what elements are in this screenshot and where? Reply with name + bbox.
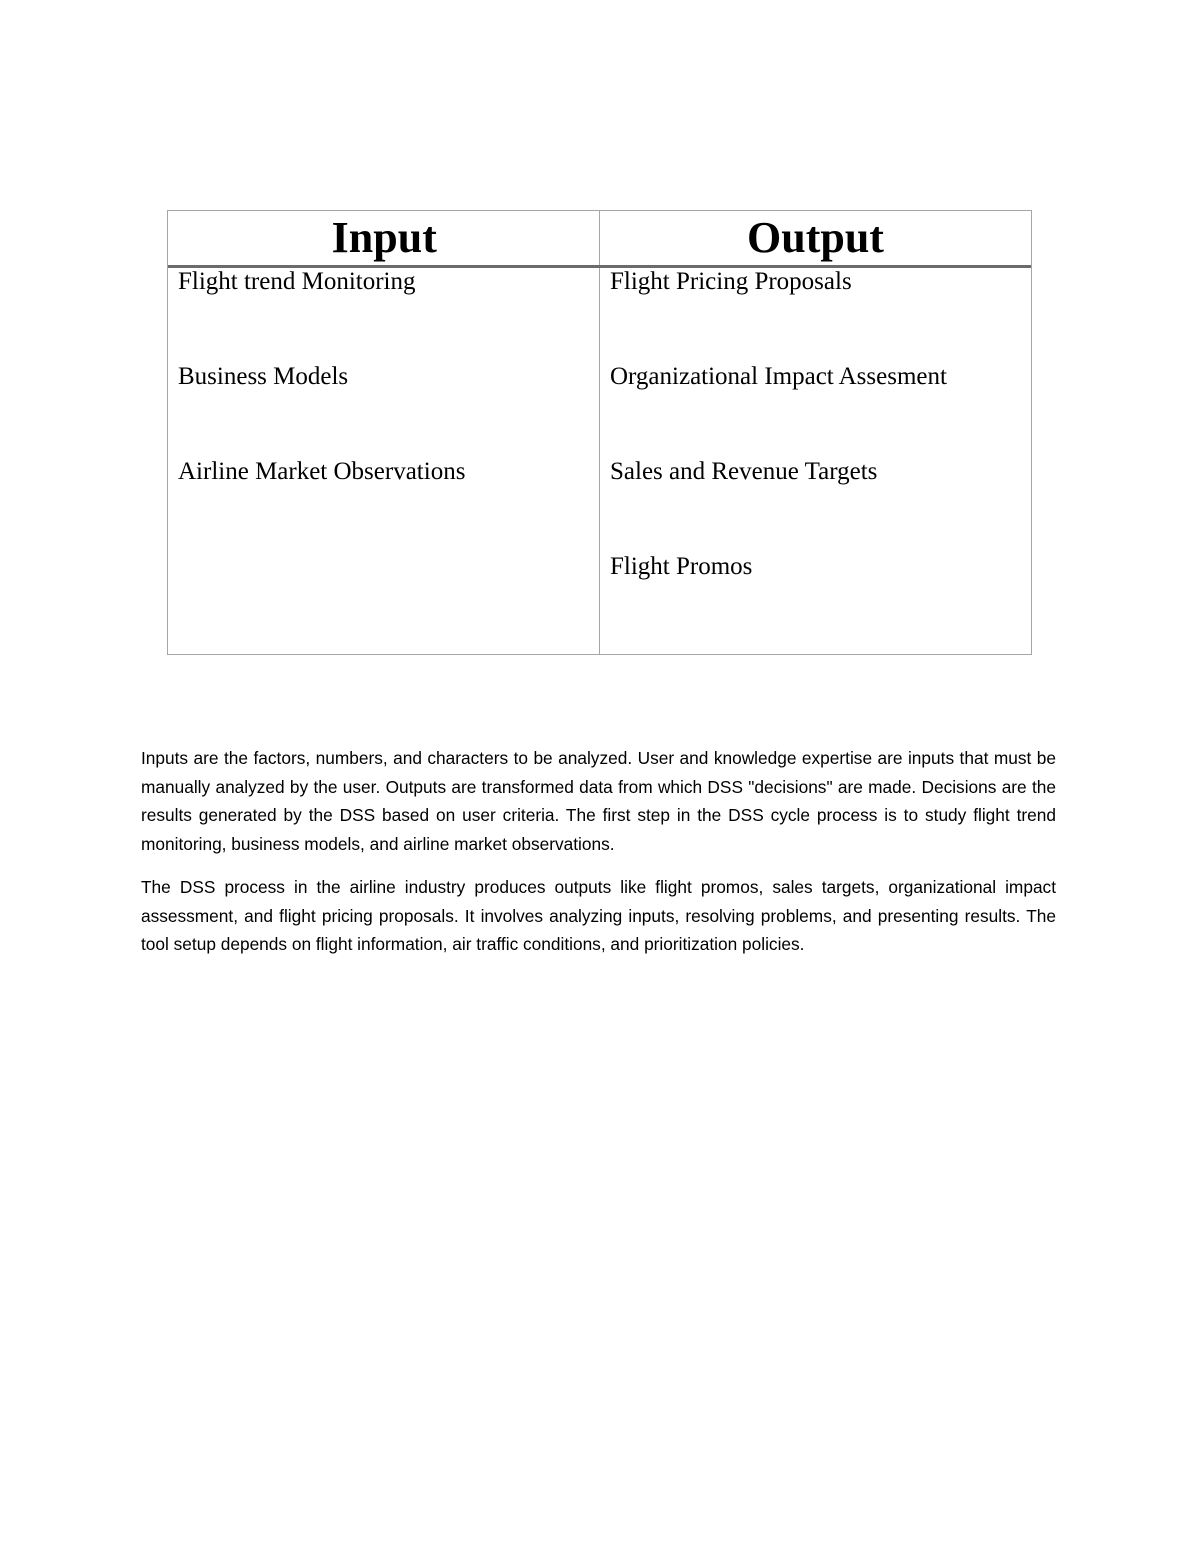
paragraph: The DSS process in the airline industry produces outputs like flight promos, sales targets, organizational impact assessment, and flight pricing proposals. It involves analyzing inputs, resolving problems, and presenting results. The tool setup depends on flight information, air traffic conditions, and prioritization policies. bbox=[141, 877, 1056, 954]
input-column bbox=[168, 211, 600, 654]
input-list bbox=[178, 267, 593, 552]
output-item: Sales and Revenue Targets bbox=[610, 458, 878, 485]
output-column bbox=[600, 211, 1031, 654]
input-item: Airline Market Observations bbox=[178, 458, 466, 485]
output-item: Flight Promos bbox=[610, 553, 753, 580]
output-header: Output bbox=[600, 211, 1031, 268]
output-item: Organizational Impact Assesment bbox=[610, 363, 947, 390]
input-item: Flight trend Monitoring bbox=[178, 268, 416, 295]
output-item: Flight Pricing Proposals bbox=[610, 268, 852, 295]
output-list bbox=[610, 267, 1025, 647]
input-item: Business Models bbox=[178, 363, 349, 390]
input-output-table bbox=[167, 210, 1032, 655]
body-text bbox=[141, 744, 1056, 974]
input-header: Input bbox=[168, 211, 601, 268]
paragraph: Inputs are the factors, numbers, and characters to be analyzed. User and knowledge expertise are inputs that must be manually analyzed by the user. Outputs are transformed data from which DSS "decisions" are made. Decisions are the results generated by the DSS based on user criteria. The first step in the DSS cycle process is to study flight trend monitoring, business models, and airline market observations. bbox=[141, 748, 1056, 854]
